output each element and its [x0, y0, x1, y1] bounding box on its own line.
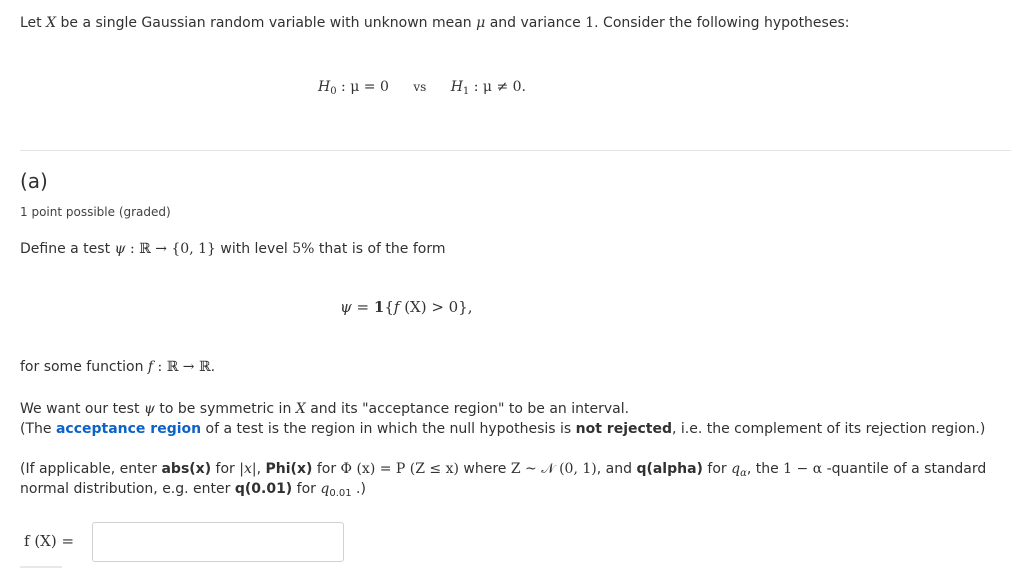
for-some-function-text: for some function f : ℝ → ℝ.: [20, 359, 216, 375]
symmetry-text: We want our test ψ to be symmetric in X and its "acceptance region" to be an interval.: [20, 401, 630, 417]
intro-text: Let X be a single Gaussian random variable with unknown mean μ and variance 1. Consider the following hypotheses:: [20, 15, 850, 31]
test-form-equation: ψ = 1{f (X) > 0},: [340, 298, 473, 316]
answer-label: f (X) =: [24, 532, 75, 550]
part-label: (a): [20, 169, 48, 193]
section-divider: [20, 150, 1011, 151]
define-text: Define a test ψ : ℝ → {0, 1} with level 5% that is of the form: [20, 241, 446, 257]
var-x: X: [46, 15, 57, 31]
var-mu: μ: [476, 15, 486, 31]
hint-line-1: (If applicable, enter abs(x) for |x|, Phi(x) for Φ (x) = P (Z ≤ x) where Z ~ 𝒩 (0, 1), and q(alpha) for $q_\alpha$, the 1 − α -quantile of a standard: [20, 461, 987, 479]
hypotheses-display: $H_0$ : μ = 0 vs $H_1$ : μ ≠ 0.: [318, 79, 527, 97]
acceptance-region-link[interactable]: acceptance region: [55, 421, 202, 437]
answer-input[interactable]: [92, 522, 344, 562]
points-text: 1 point possible (graded): [20, 205, 171, 219]
acceptance-text: (The acceptance region of a test is the region in which the null hypothesis is not rejected, i.e. the complement of its rejection region.): [20, 421, 986, 437]
hint-line-2: normal distribution, e.g. enter q(0.01) for $q_{0.01}$ .): [20, 481, 366, 499]
